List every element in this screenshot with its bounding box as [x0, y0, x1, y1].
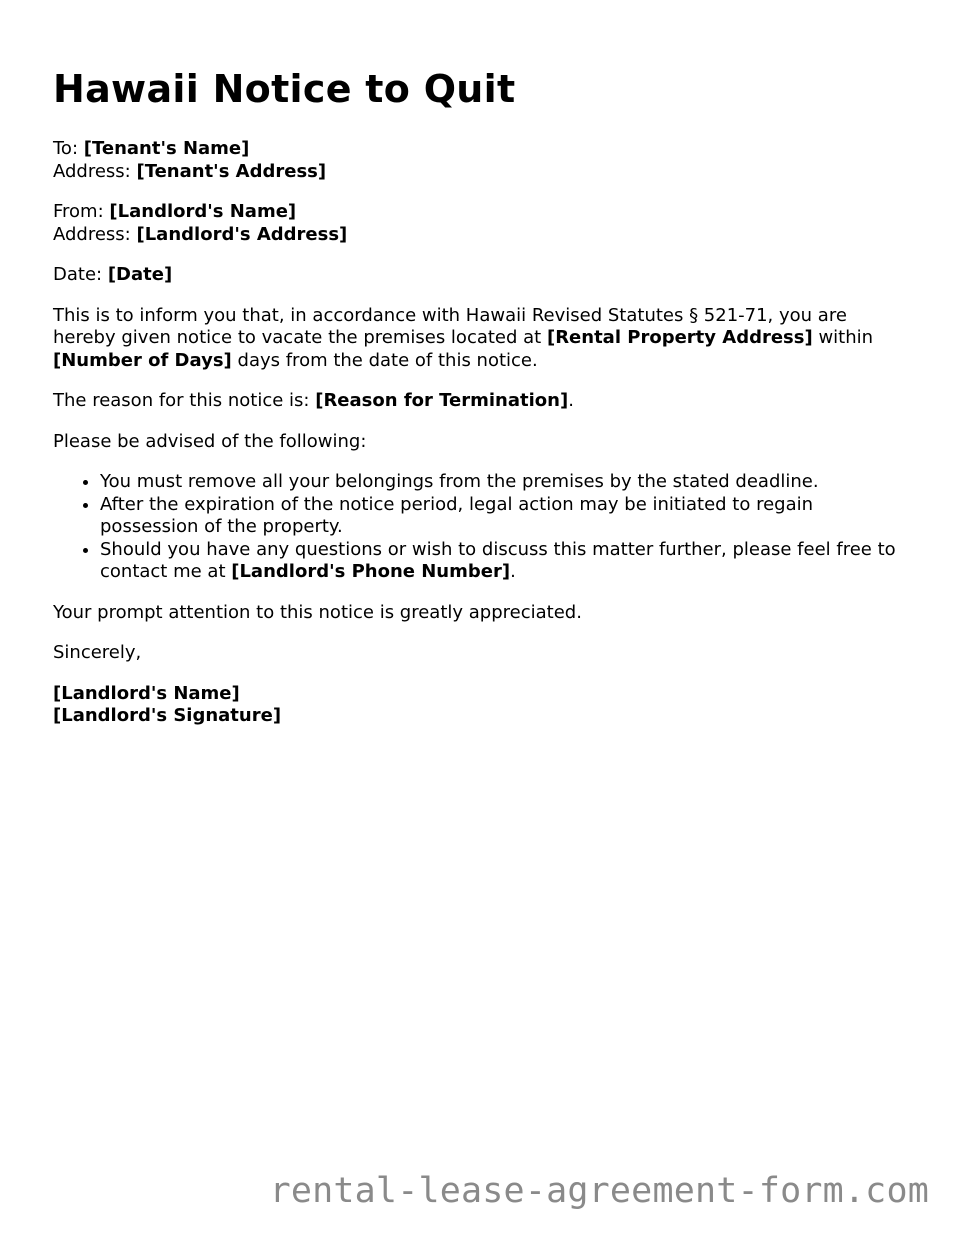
landlord-name: [Landlord's Name] [109, 201, 297, 222]
closing-landlord-signature: [Landlord's Signature] [53, 705, 282, 726]
landlord-address: [Landlord's Address] [136, 223, 348, 245]
from-line [53, 201, 913, 224]
appreciation-line: Your prompt attention to this notice is greatly appreciated. [53, 601, 582, 623]
sender-block [53, 201, 913, 246]
advised-line: Please be advised of the following: [53, 430, 367, 452]
date-label: Date: [53, 264, 103, 285]
tenant-name: [Tenant's Name] [83, 138, 250, 159]
footer-site-name: rental-lease-agreement-form.com [269, 1171, 929, 1211]
number-of-days: [Number of Days] [53, 349, 232, 371]
list-item: • You must remove all your belongings from the premises by the stated deadline. [100, 471, 913, 494]
contact-text: Should you have any questions or wish to discuss this matter further, please feel free to contact me at [100, 538, 896, 582]
page-title: Hawaii Notice to Quit [53, 67, 516, 111]
landlord-phone: [Landlord's Phone Number] [231, 561, 511, 582]
date-value: [Date] [107, 264, 173, 285]
tenant-address: [Tenant's Address] [136, 160, 327, 182]
landlord-address-label: Address: [53, 223, 131, 245]
signature-block [53, 683, 913, 728]
from-label: From: [53, 201, 104, 222]
notice-days-tail: days from the date of this notice. [237, 349, 538, 371]
notice-paragraph [53, 305, 913, 373]
reason-line [53, 390, 913, 413]
notice-within: within [818, 327, 874, 348]
to-line [53, 138, 913, 161]
rental-property-address: [Rental Property Address] [546, 327, 813, 348]
recipient-block [53, 138, 913, 183]
reason-value: [Reason for Termination] [315, 390, 569, 411]
notice-document [53, 66, 913, 746]
list-item: • After the expiration of the notice period, legal action may be initiated to regain possession of the property. [100, 494, 913, 539]
advisory-list [53, 471, 913, 584]
sincerely-line: Sincerely, [53, 642, 142, 663]
to-label: To: [53, 138, 79, 159]
reason-period: . [568, 390, 574, 411]
date-line [53, 264, 913, 287]
tenant-address-label: Address: [53, 160, 131, 182]
landlord-address-line [53, 224, 913, 247]
notice-intro: This is to inform you that, in accordance with Hawaii Revised Statutes § 521-71, you are hereby given notice to vacate the premises located at [53, 304, 847, 348]
tenant-address-line [53, 161, 913, 184]
list-item [100, 539, 913, 584]
contact-period: . [510, 561, 516, 582]
closing-landlord-name: [Landlord's Name] [53, 682, 240, 704]
reason-label: The reason for this notice is: [53, 390, 310, 411]
